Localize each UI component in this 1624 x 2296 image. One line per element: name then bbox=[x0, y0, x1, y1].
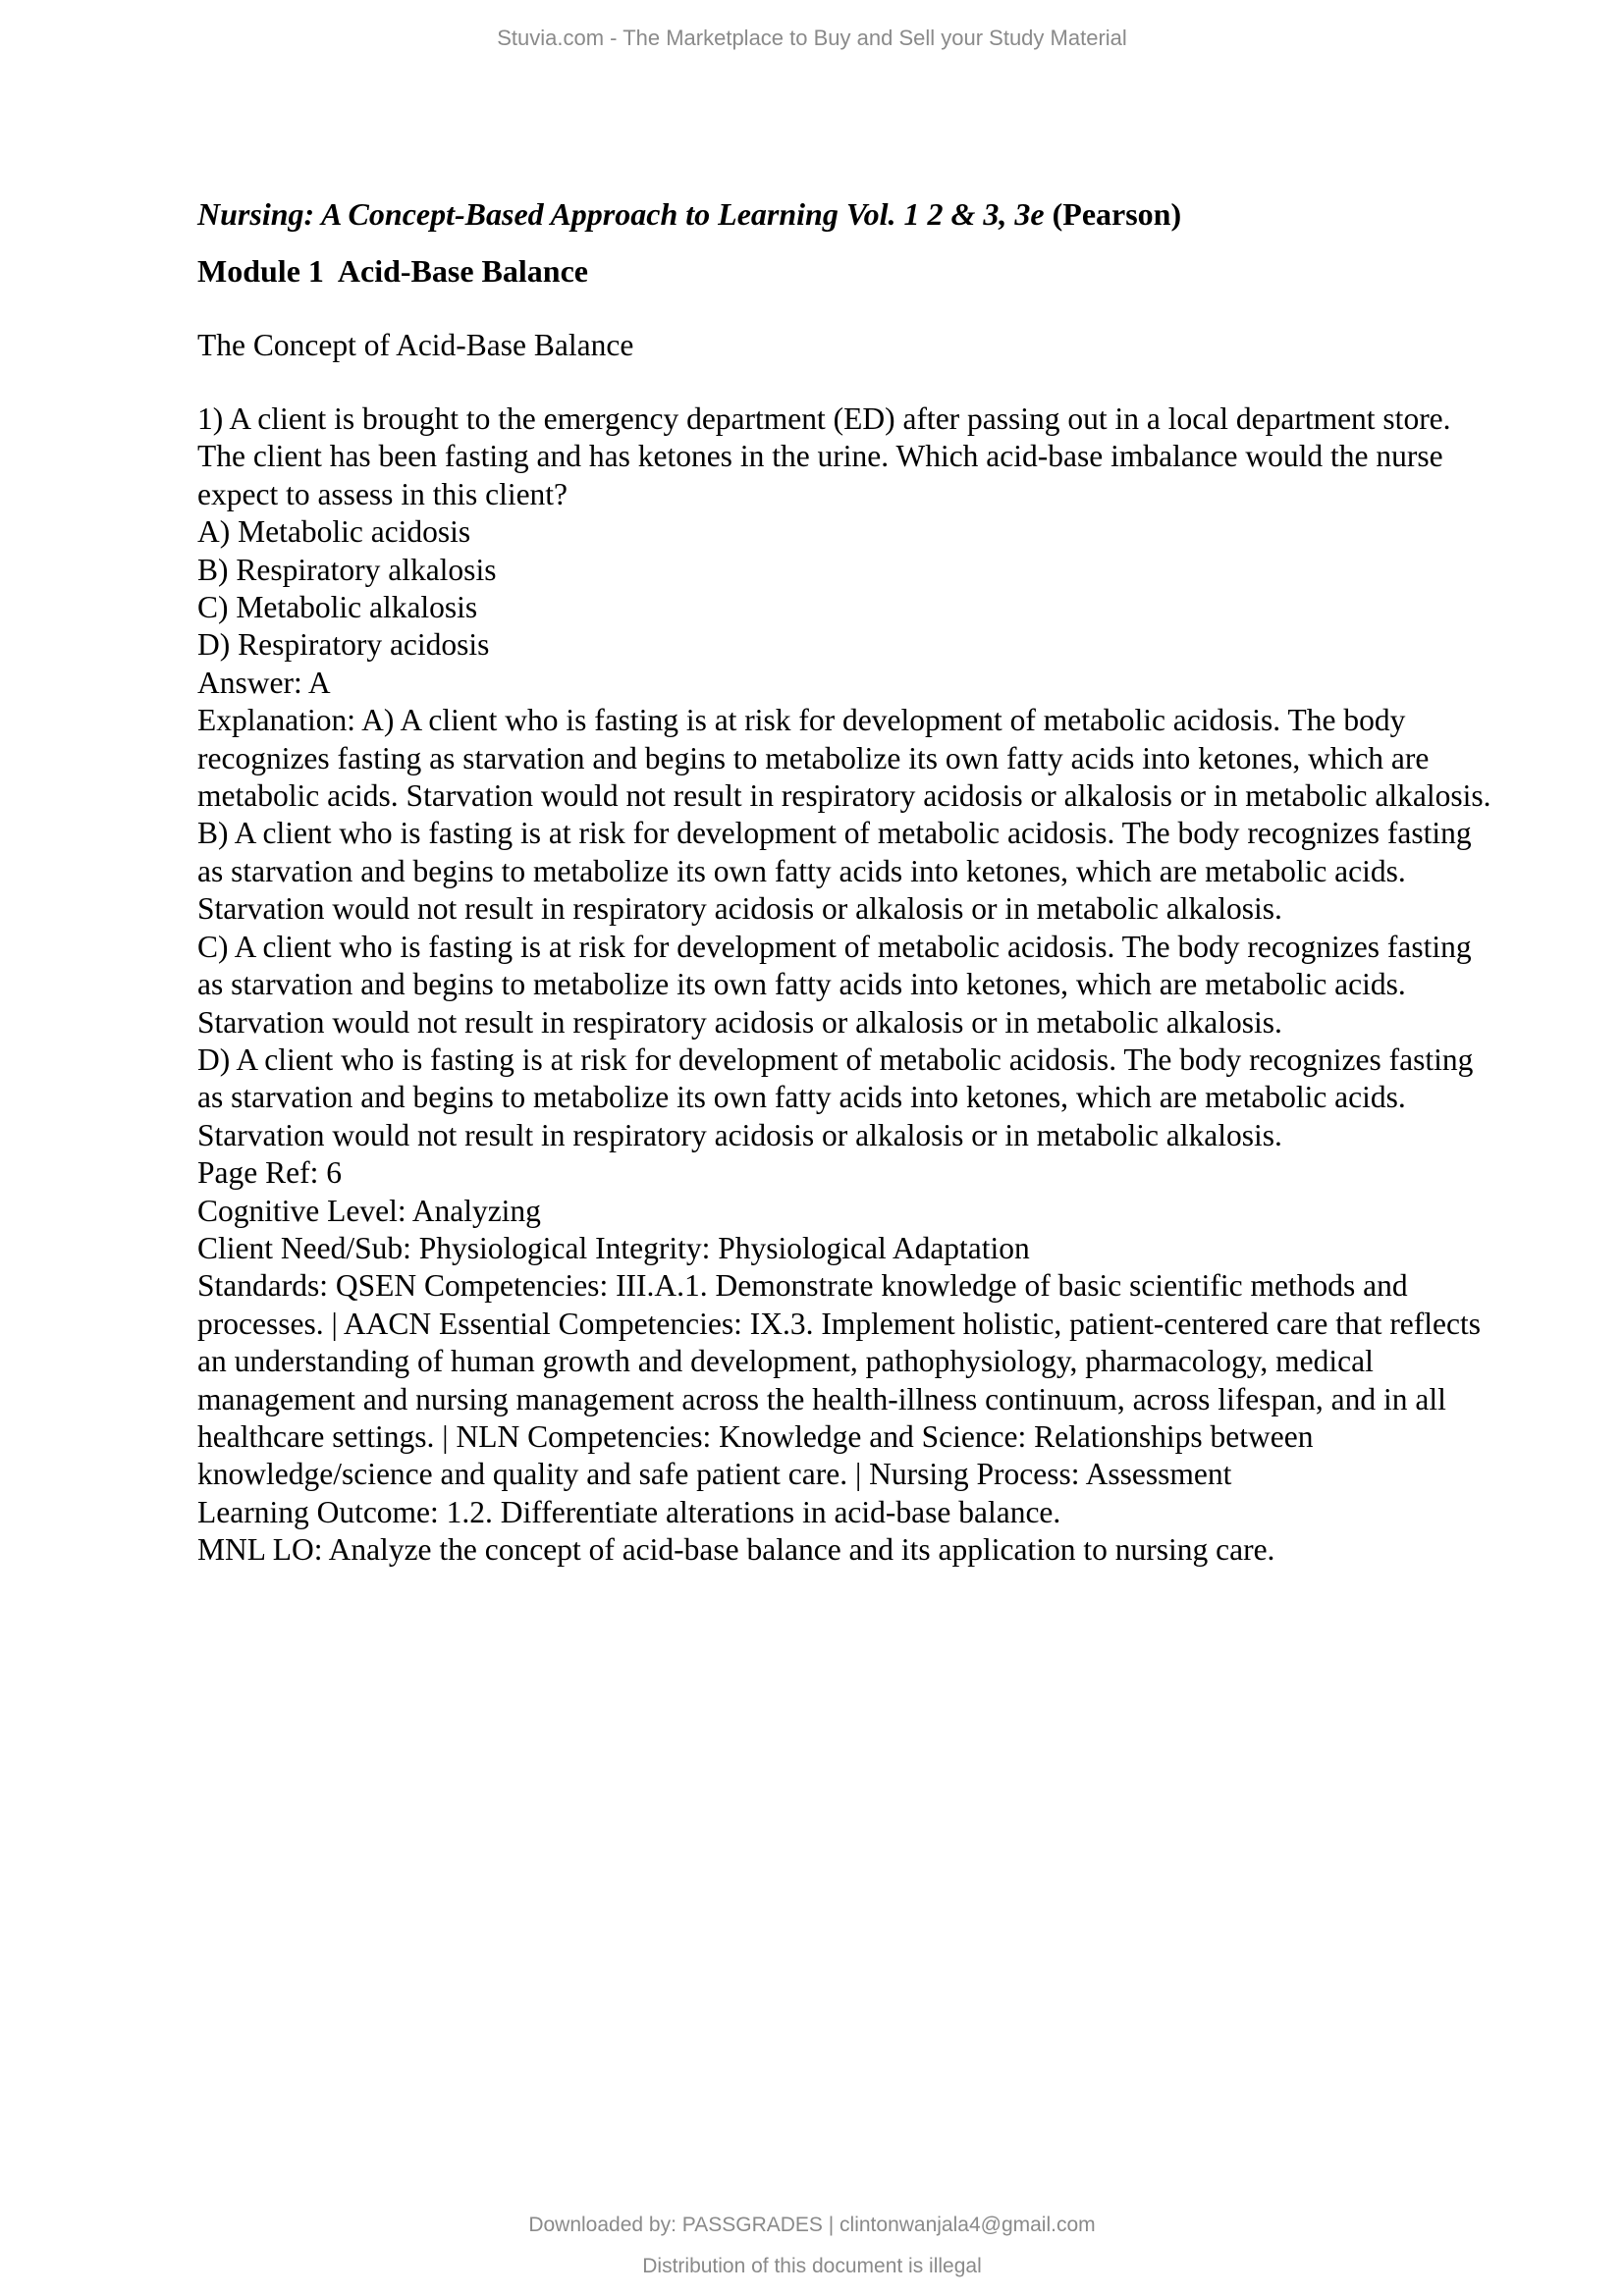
module-title bbox=[197, 249, 1493, 293]
page-ref: Page Ref: 6 bbox=[197, 1155, 342, 1191]
client-need: Client Need/Sub: Physiological Integrity: Physiological Adaptation bbox=[197, 1230, 1030, 1265]
book-title bbox=[197, 192, 1493, 236]
option-c: C) Metabolic alkalosis bbox=[197, 590, 478, 625]
question-stem: 1) A client is brought to the emergency department (ED) after passing out in a local department store. The client has been fasting and has ketones in the urine. Which acid-base imbalance would the nurse expect to assess in this client? bbox=[197, 401, 1451, 511]
option-b: B) Respiratory alkalosis bbox=[197, 552, 497, 587]
book-title-publisher: (Pearson) bbox=[1044, 196, 1182, 232]
option-d: D) Respiratory acidosis bbox=[197, 627, 490, 663]
concept-title: The Concept of Acid-Base Balance bbox=[197, 328, 634, 362]
document-body bbox=[197, 192, 1493, 1570]
answer: Answer: A bbox=[197, 665, 331, 700]
rationale-b: B) A client who is fasting is at risk for development of metabolic acidosis. The body recognizes fasting as starvation and begins to metabolize its own fatty acids into ketones, which are metabolic acids. Starvation would not result in respiratory acidosis or alkalosis or in metabolic alkalosis. bbox=[197, 816, 1472, 927]
option-a: A) Metabolic acidosis bbox=[197, 514, 471, 550]
explanation: Explanation: A) A client who is fasting is at risk for development of metabolic acidosis. The body recognizes fasting as starvation and begins to metabolize its own fatty acids into ketones, which are metabolic acids. Starvation would not result in respiratory acidosis or alkalosis or in metabolic alkalosis. bbox=[197, 703, 1491, 814]
mnl-lo: MNL LO: Analyze the concept of acid-base balance and its application to nursing care. bbox=[197, 1532, 1275, 1568]
module-number: Module 1 bbox=[197, 253, 324, 289]
standards: Standards: QSEN Competencies: III.A.1. Demonstrate knowledge of basic scientific methods and processes. | AACN Essential Competencies: IX.3. Implement holistic, patient-centered care that reflects an understanding of human growth and development, pathophysiology, pharmacology, medical management and nursing management across the health-illness continuum, across lifespan, and in all healthcare settings. | NLN Competencies: Knowledge and Science: Relationships between knowledge/science and quality and safe patient care. | Nursing Process: Assessment bbox=[197, 1268, 1482, 1492]
book-title-name: Nursing: A Concept-Based Approach to Learning Vol. 1 2 & 3, 3e bbox=[197, 196, 1045, 232]
footer-downloaded-by: Downloaded by: PASSGRADES | clintonwanjala4@gmail.com bbox=[528, 2214, 1096, 2236]
footer-distribution-notice: Distribution of this document is illegal bbox=[642, 2255, 982, 2277]
rationale-d: D) A client who is fasting is at risk for development of metabolic acidosis. The body recognizes fasting as starvation and begins to metabolize its own fatty acids into ketones, which are metabolic acids. Starvation would not result in respiratory acidosis or alkalosis or in metabolic alkalosis. bbox=[197, 1041, 1474, 1152]
learning-outcome: Learning Outcome: 1.2. Differentiate alterations in acid-base balance. bbox=[197, 1494, 1061, 1529]
stuvia-header-banner: Stuvia.com - The Marketplace to Buy and Sell your Study Material bbox=[497, 26, 1127, 50]
question-block bbox=[197, 400, 1493, 1570]
rationale-c: C) A client who is fasting is at risk for development of metabolic acidosis. The body recognizes fasting as starvation and begins to metabolize its own fatty acids into ketones, which are metabolic acids. Starvation would not result in respiratory acidosis or alkalosis or in metabolic alkalosis. bbox=[197, 929, 1472, 1040]
module-name: Acid-Base Balance bbox=[337, 253, 588, 289]
cognitive-level: Cognitive Level: Analyzing bbox=[197, 1193, 541, 1228]
